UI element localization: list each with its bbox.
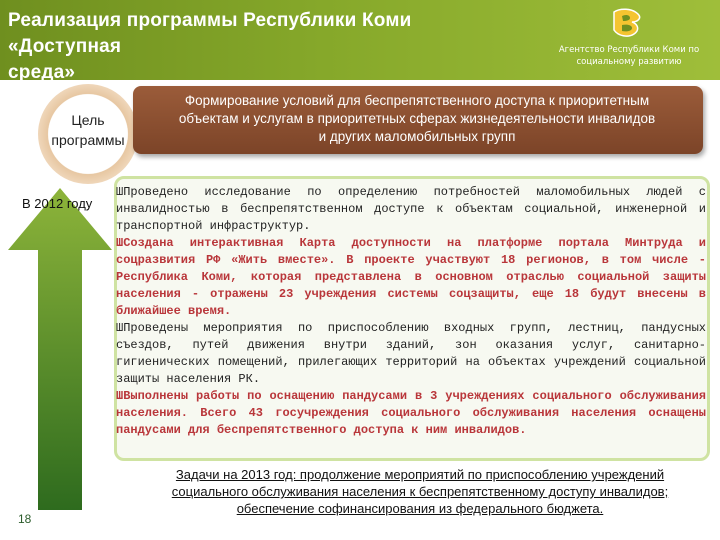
title-line-2: среда» (8, 62, 76, 83)
agency-logo-icon (608, 6, 648, 40)
page-title (8, 8, 528, 86)
list-item-2 (116, 235, 706, 320)
bullet-marker-4: Ш (116, 389, 124, 403)
goal-label-line-1: Цель (71, 112, 105, 128)
bullet-marker-1: Ш (116, 185, 124, 199)
goal-text-line-2: объектам и услугам в приоритетных сферах жизнедеятельности инвалидов (178, 111, 656, 126)
bullet-marker-2: Ш (116, 236, 124, 250)
list-item-4 (116, 388, 706, 439)
list-item-3-text: Проведены мероприятия по приспособлению входных групп, лестниц, пандусных съездов, путей движения внутри зданий, зон оказания услуг, санитарно-гигиенических помещений, прилегающих территорий на объектах учреждений социальной защиты населения РК. (116, 321, 706, 386)
agency-line-1: Агентство Республики Коми по (558, 45, 700, 55)
tasks-line-2: социального обслуживания населения к беспрепятственному доступу инвалидов; (171, 484, 669, 499)
goal-text (141, 92, 693, 146)
goal-label-line-2: программы (51, 132, 125, 148)
achievements-list (116, 184, 706, 439)
tasks-line-3: обеспечение софинансирования из федерального бюджета. (236, 501, 604, 516)
list-item-1 (116, 184, 706, 235)
title-line-1: Реализация программы Республики Коми «Доступная (8, 10, 412, 57)
tasks-line-1: Задачи на 2013 год: продолжение мероприятий по приспособлению учреждений (175, 467, 665, 482)
goal-label (38, 110, 138, 150)
list-item-3 (116, 320, 706, 388)
list-item-2-text: Создана интерактивная Карта доступности на платформе портала Минтруда и соцразвития РФ «Жить вместе». В проекте участвуют 18 регионов, в том числе - Республика Коми, которая представлена в основном отраслью социальной защиты населения - отражены 23 учреждения системы соцзащиты, еще 18 будут внесены в ближайшее время. (116, 236, 706, 318)
list-item-1-text: Проведено исследование по определению потребностей маломобильных людей с инвалидностью в беспрепятственном доступе к объектам социальной, инженерной и транспортной инфраструктур. (116, 185, 706, 233)
tasks-text (140, 466, 700, 517)
year-label: В 2012 году (22, 196, 93, 211)
page-number: 18 (18, 512, 32, 526)
agency-name (540, 44, 718, 68)
bullet-marker-3: Ш (116, 321, 124, 335)
list-item-4-text: Выполнены работы по оснащению пандусами в 3 учреждениях социального обслуживания населения. Всего 43 госучреждения социального обслуживания населения оснащены пандусами для беспрепятственного доступа к ним инвалидов. (116, 389, 706, 437)
goal-label-circle (38, 84, 138, 184)
agency-line-2: социальному развитию (576, 57, 682, 67)
up-arrow-icon (8, 188, 112, 510)
goal-text-line-3: и других маломобильных групп (318, 129, 516, 144)
goal-box (133, 86, 703, 154)
header-bar (0, 0, 720, 83)
goal-text-line-1: Формирование условий для беспрепятственного доступа к приоритетным (184, 93, 650, 108)
